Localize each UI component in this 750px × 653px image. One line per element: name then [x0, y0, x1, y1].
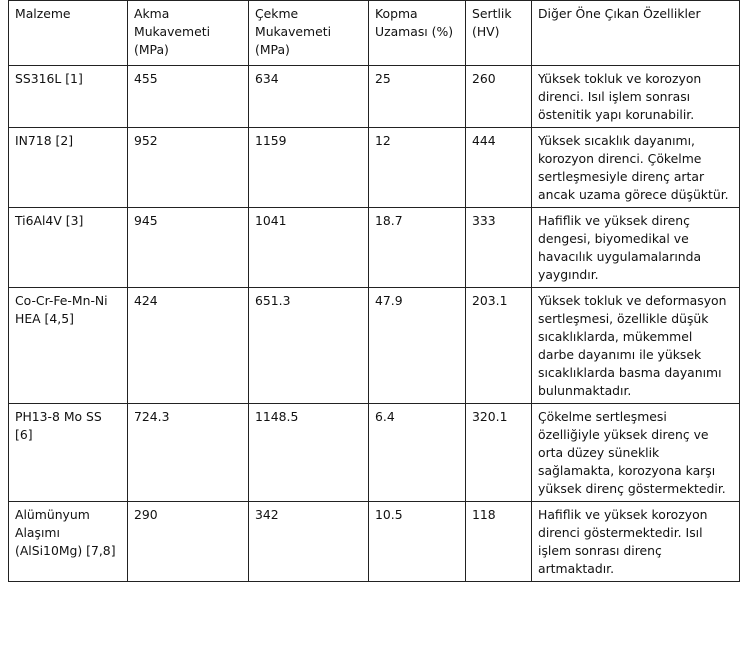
cell-material: Ti6Al4V [3] — [9, 208, 128, 288]
cell-material: Co-Cr-Fe-Mn-Ni HEA [4,5] — [9, 288, 128, 404]
table-row — [9, 288, 740, 404]
cell-yield-strength: 945 — [128, 208, 249, 288]
table-row — [9, 208, 740, 288]
cell-tensile-strength: 1041 — [249, 208, 369, 288]
header-row — [9, 1, 740, 66]
cell-tensile-strength: 1148.5 — [249, 404, 369, 502]
table-row — [9, 502, 740, 582]
header-hardness: Sertlik (HV) — [466, 1, 532, 66]
cell-yield-strength: 290 — [128, 502, 249, 582]
cell-elongation: 25 — [369, 66, 466, 128]
table-row — [9, 128, 740, 208]
cell-elongation: 6.4 — [369, 404, 466, 502]
cell-tensile-strength: 634 — [249, 66, 369, 128]
material-properties-table — [8, 0, 740, 582]
cell-hardness: 444 — [466, 128, 532, 208]
cell-tensile-strength: 651.3 — [249, 288, 369, 404]
cell-yield-strength: 424 — [128, 288, 249, 404]
cell-material: SS316L [1] — [9, 66, 128, 128]
cell-elongation: 10.5 — [369, 502, 466, 582]
header-other-properties: Diğer Öne Çıkan Özellikler — [532, 1, 740, 66]
header-elongation: Kopma Uzaması (%) — [369, 1, 466, 66]
cell-material: IN718 [2] — [9, 128, 128, 208]
cell-elongation: 47.9 — [369, 288, 466, 404]
table-row — [9, 404, 740, 502]
cell-tensile-strength: 1159 — [249, 128, 369, 208]
table-row — [9, 66, 740, 128]
header-yield-strength: Akma Mukavemeti (MPa) — [128, 1, 249, 66]
cell-material: PH13-8 Mo SS [6] — [9, 404, 128, 502]
cell-hardness: 203.1 — [466, 288, 532, 404]
cell-yield-strength: 455 — [128, 66, 249, 128]
cell-yield-strength: 724.3 — [128, 404, 249, 502]
header-material: Malzeme — [9, 1, 128, 66]
cell-elongation: 12 — [369, 128, 466, 208]
header-tensile-strength: Çekme Mukavemeti (MPa) — [249, 1, 369, 66]
cell-hardness: 118 — [466, 502, 532, 582]
cell-hardness: 333 — [466, 208, 532, 288]
cell-other-properties: Çökelme sertleşmesi özelliğiyle yüksek direnç ve orta düzey süneklik sağlamakta, korozyona karşı yüksek direnç göstermektedir. — [532, 404, 740, 502]
cell-other-properties: Hafiflik ve yüksek korozyon direnci göstermektedir. Isıl işlem sonrası direnç artmaktadır. — [532, 502, 740, 582]
cell-other-properties: Hafiflik ve yüksek direnç dengesi, biyomedikal ve havacılık uygulamalarında yaygındır. — [532, 208, 740, 288]
cell-other-properties: Yüksek tokluk ve korozyon direnci. Isıl işlem sonrası östenitik yapı korunabilir. — [532, 66, 740, 128]
cell-yield-strength: 952 — [128, 128, 249, 208]
cell-material: Alümünyum Alaşımı (AlSi10Mg) [7,8] — [9, 502, 128, 582]
cell-elongation: 18.7 — [369, 208, 466, 288]
cell-hardness: 320.1 — [466, 404, 532, 502]
cell-hardness: 260 — [466, 66, 532, 128]
cell-tensile-strength: 342 — [249, 502, 369, 582]
cell-other-properties: Yüksek sıcaklık dayanımı, korozyon direnci. Çökelme sertleşmesiyle direnç artar ancak uzama görece düşüktür. — [532, 128, 740, 208]
cell-other-properties: Yüksek tokluk ve deformasyon sertleşmesi, özellikle düşük sıcaklıklarda, mükemmel darbe dayanımı ile yüksek sıcaklıklarda basma dayanımı bulunmaktadır. — [532, 288, 740, 404]
